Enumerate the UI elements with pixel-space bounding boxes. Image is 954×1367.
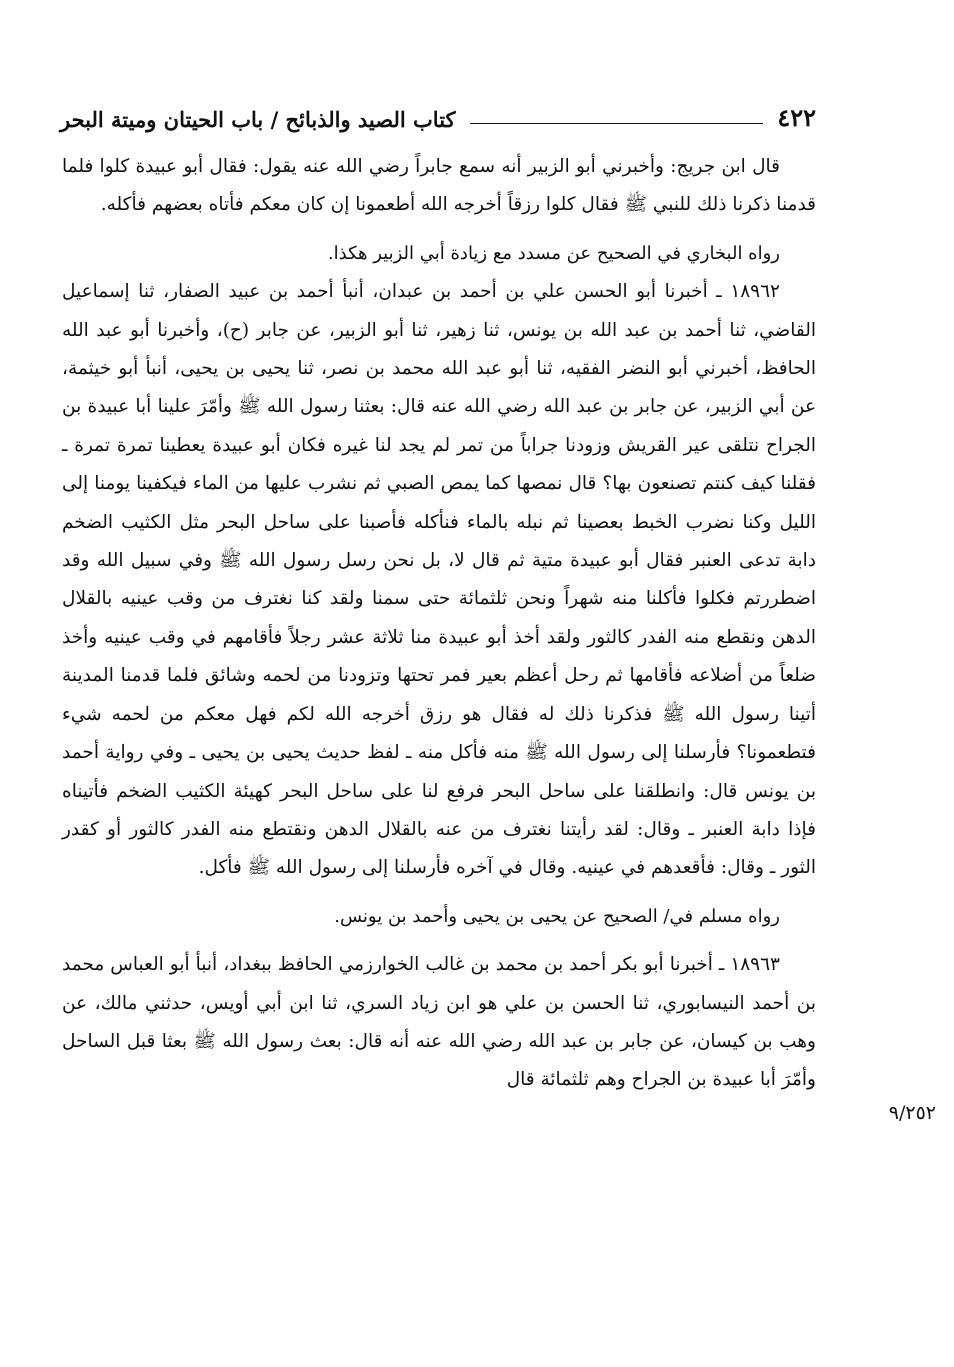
header-rule: [470, 123, 764, 124]
page-number: ٤٢٢: [777, 103, 816, 132]
paragraph-hadith-18962: ١٨٩٦٢ ـ أخبرنا أبو الحسن علي بن أحمد بن عبدان، أنبأ أحمد بن عبيد الصفار، ثنا إسماعيل القاضي، ثنا أحمد بن عبد الله بن يونس، ثنا زهير، ثنا أبو الزبير، عن جابر (ح)، وأخبرنا أبو عبد الله الحافظ، أخبرني أبو النضر الفقيه، ثنا أبو عبد الله محمد بن نصر، ثنا يحيى بن يحيى، أنبأ أبو خيثمة، عن أبي الزبير، عن جابر بن عبد الله رضي الله عنه قال: بعثنا رسول الله ﷺ وأمّرَ علينا أبا عبيدة بن الجراح نتلقى عير القريش وزودنا جراباً من تمر لم يجد لنا غيره فكان أبو عبيدة يعطينا تمرة تمرة ـ فقلنا كيف كنتم تصنعون بها؟ قال نمصها كما يمص الصبي ثم نشرب عليها من الماء فيكفينا يومنا إلى الليل وكنا نضرب الخبط بعصينا ثم نبله بالماء فنأكله فأصبنا على ساحل البحر مثل الكثيب الضخم دابة تدعى العنبر فقال أبو عبيدة متية ثم قال لا، بل نحن رسل رسول الله ﷺ وفي سبيل الله وقد اضطررتم فكلوا فأكلنا منه شهراً ونحن ثلثمائة حتى سمنا ولقد كنا نغترف من وقب عينيه بالقلال الدهن ونقطع منه الفدر كالثور ولقد أخذ أبو عبيدة منا ثلاثة عشر رجلاً فأقامهم في وقب عينيه وأخذ ضلعاً من أضلاعه فأقامها ثم رحل أعظم بعير فمر تحتها وتزودنا من لحمه وشائق فلما قدمنا المدينة أتينا رسول الله ﷺ فذكرنا ذلك له فقال هو رزق أخرجه الله لكم فهل معكم من لحمه شيء فتطعمونا؟ فأرسلنا إلى رسول الله ﷺ منه فأكل منه ـ لفظ حديث يحيى بن يحيى ـ وفي رواية أحمد بن يونس قال: وانطلقنا على ساحل البحر فرفع لنا على ساحل البحر كهيئة الكثيب الضخم فأتيناه فإذا دابة العنبر ـ وقال: لقد رأيتنا نغترف من عنه بالقلال الدهن ونقتطع منه الفدر كالثور أو كقدر الثور ـ وقال: فأقعدهم في عينيه. وقال في آخره فأرسلنا إلى رسول الله ﷺ فأكل.: [62, 281, 816, 879]
margin-reference: ٩/٢٥٢: [888, 1102, 936, 1124]
running-header: [60, 92, 816, 132]
paragraph-bukhari-note: رواه البخاري في الصحيح عن مسدد مع زيادة أبي الزبير هكذا.: [327, 242, 780, 264]
paragraph-hadith-18963: ١٨٩٦٣ ـ أخبرنا أبو بكر أحمد بن محمد بن غالب الخوارزمي الحافظ ببغداد، أنبأ أبو العباس محمد بن أحمد النيسابوري، ثنا الحسن بن علي هو ابن زياد السري، ثنا ابن أبي أويس، حدثني مالك، عن وهب بن كيسان، عن جابر بن عبد الله رضي الله عنه أنه قال: بعث رسول الله ﷺ بعثا قبل الساحل وأمّرَ أبا عبيدة بن الجراح وهم ثلثمائة قال: [62, 954, 816, 1091]
paragraph-muslim-note: رواه مسلم في/ الصحيح عن يحيى بن يحيى وأحمد بن يونس.: [334, 905, 780, 927]
paragraph-ibn-jurayj: قال ابن جريج: وأخبرني أبو الزبير أنه سمع جابراً رضي الله عنه يقول: فقال أبو عبيدة كلوا فلما قدمنا ذكرنا ذلك للنبي ﷺ فقال كلوا رزقاً أخرجه الله أطعمونا إن كان معكم فأتاه بعضهم فأكله.: [62, 156, 816, 216]
body-text: [62, 148, 816, 1100]
chapter-title: كتاب الصيد والذبائح / باب الحيتان وميتة البحر: [60, 107, 456, 132]
